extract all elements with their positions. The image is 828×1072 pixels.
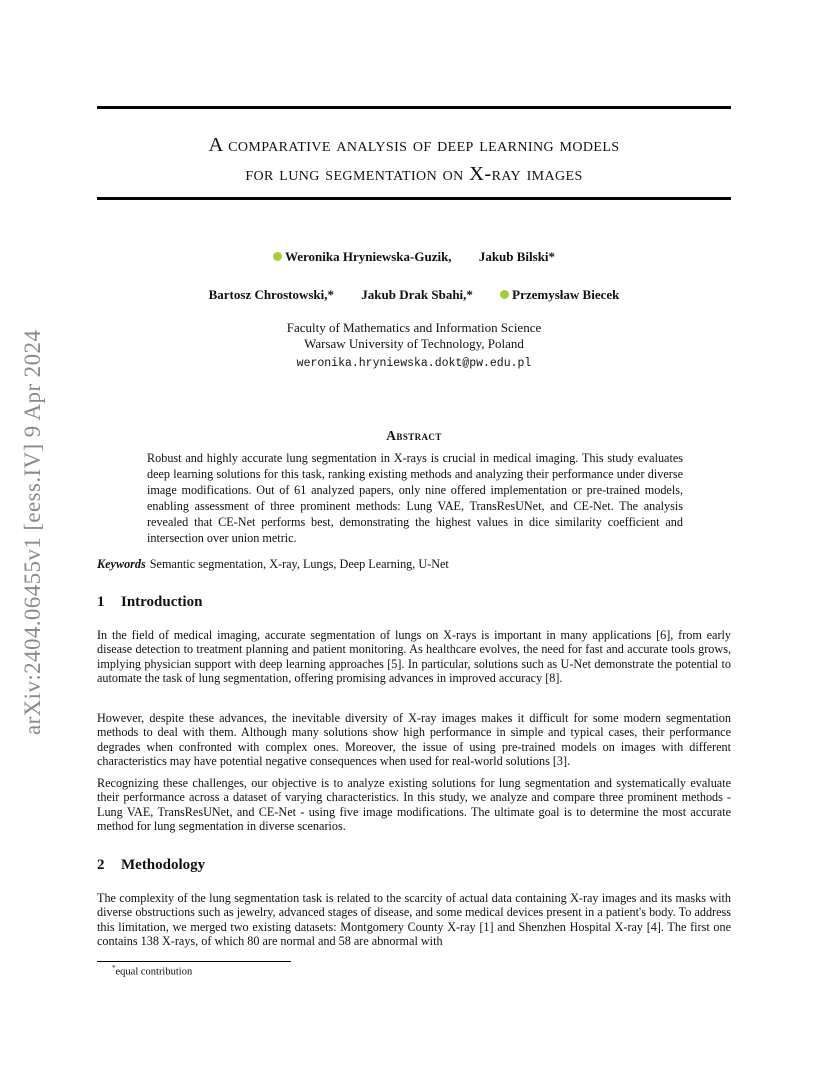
intro-paragraph-2: However, despite these advances, the inevitable diversity of X-ray images makes it difficult for some modern segmentation methods to deal with them. Although many solutions show high performance in simple and typical cases, their performance degrades when confronted with complex ones. Moreover, the issue of using pre-trained models on images with different characteristics may have potential negative consequences when used for real-world solutions [3]. [97, 711, 731, 769]
author [479, 249, 555, 265]
title-line-1: A comparative analysis of deep learning models [208, 134, 620, 156]
section-number: 1 [97, 594, 105, 610]
author-name: Przemysław Biecek [512, 287, 620, 302]
footnote [112, 964, 192, 978]
abstract-heading: Abstract [386, 428, 442, 443]
arxiv-stamp: arXiv:2404.06455v1 [eess.IV] 9 Apr 2024 [20, 329, 45, 735]
author [209, 287, 334, 303]
keywords-label: Keywords [97, 557, 146, 571]
methodology-paragraph-1: The complexity of the lung segmentation task is related to the scarcity of actual data containing X-ray images and its masks with diverse obstructions such as jewelry, advanced stages of disease, and some medical devices present in a patient's body. To address this limitation, we merged two existing datasets: Montgomery County X-ray [1] and Shenzhen Hospital X-ray [4]. The first one contains 138 X-rays, of which 80 are normal and 58 are abnormal with [97, 891, 731, 949]
authors-row-1 [97, 249, 731, 265]
author-name: Jakub Drak Sbahi,* [361, 287, 473, 302]
orcid-icon[interactable] [500, 290, 509, 299]
title-top-rule [97, 106, 731, 109]
section-number: 2 [97, 857, 105, 873]
section-heading-methodology [97, 857, 205, 874]
title-bottom-rule [97, 197, 731, 200]
affiliation-line-2: Warsaw University of Technology, Poland [304, 336, 524, 351]
keywords [97, 557, 731, 572]
intro-paragraph-3: Recognizing these challenges, our objective is to analyze existing solutions for lung segmentation and systematically evaluate their performance across a dataset of varying characteristics. In this study, we analyze and compare three prominent methods - Lung VAE, TransResUNet, and CE-Net - using five image modifications. The ultimate goal is to determine the most accurate method for lung segmentation in diverse scenarios. [97, 776, 731, 834]
footnote-text: equal contribution [115, 966, 193, 978]
section-heading-introduction [97, 594, 202, 611]
footnote-rule [97, 961, 291, 962]
section-title: Introduction [121, 594, 203, 610]
title-line-2: for lung segmentation on X-ray images [245, 163, 583, 185]
author-name: Weronika Hryniewska-Guzik, [284, 249, 452, 264]
intro-paragraph-1: In the field of medical imaging, accurate segmentation of lungs on X-rays is important in many applications [6], from early disease detection to treatment planning and patient monitoring. As healthcare evolves, the need for fast and accurate tools grows, implying physician support with deep learning approaches [5]. In particular, solutions such as U-Net demonstrate the potential to automate the task of lung segmentation, offering promising advances in improved accuracy [8]. [97, 628, 731, 686]
section-title: Methodology [121, 857, 206, 873]
author [273, 249, 452, 265]
author-name: Bartosz Chrostowski,* [208, 287, 335, 302]
author [361, 287, 473, 303]
author [500, 287, 619, 303]
author-name: Jakub Bilski* [478, 249, 556, 264]
affiliation [97, 320, 731, 372]
orcid-icon[interactable] [273, 252, 282, 261]
keywords-text: Semantic segmentation, X-ray, Lungs, Deep Learning, U-Net [149, 557, 449, 571]
affiliation-line-1: Faculty of Mathematics and Information Science [286, 320, 542, 335]
paper-title [97, 131, 731, 189]
footnote-mark: * [112, 964, 116, 972]
abstract-text: Robust and highly accurate lung segmentation in X-rays is crucial in medical imaging. This study evaluates deep learning solutions for this task, ranking existing methods and analyzing their performance under diverse image modifications. Out of 61 analyzed papers, only nine offered implementation or pre-trained models, enabling assessment of three prominent methods: Lung VAE, TransResUNet, and CE-Net. The analysis revealed that CE-Net performs best, demonstrating the highest values in dice similarity coefficient and intersection over union metric. [147, 451, 683, 545]
author-email[interactable]: weronika.hryniewska.dokt@pw.edu.pl [296, 357, 532, 370]
authors-row-2 [97, 287, 731, 303]
